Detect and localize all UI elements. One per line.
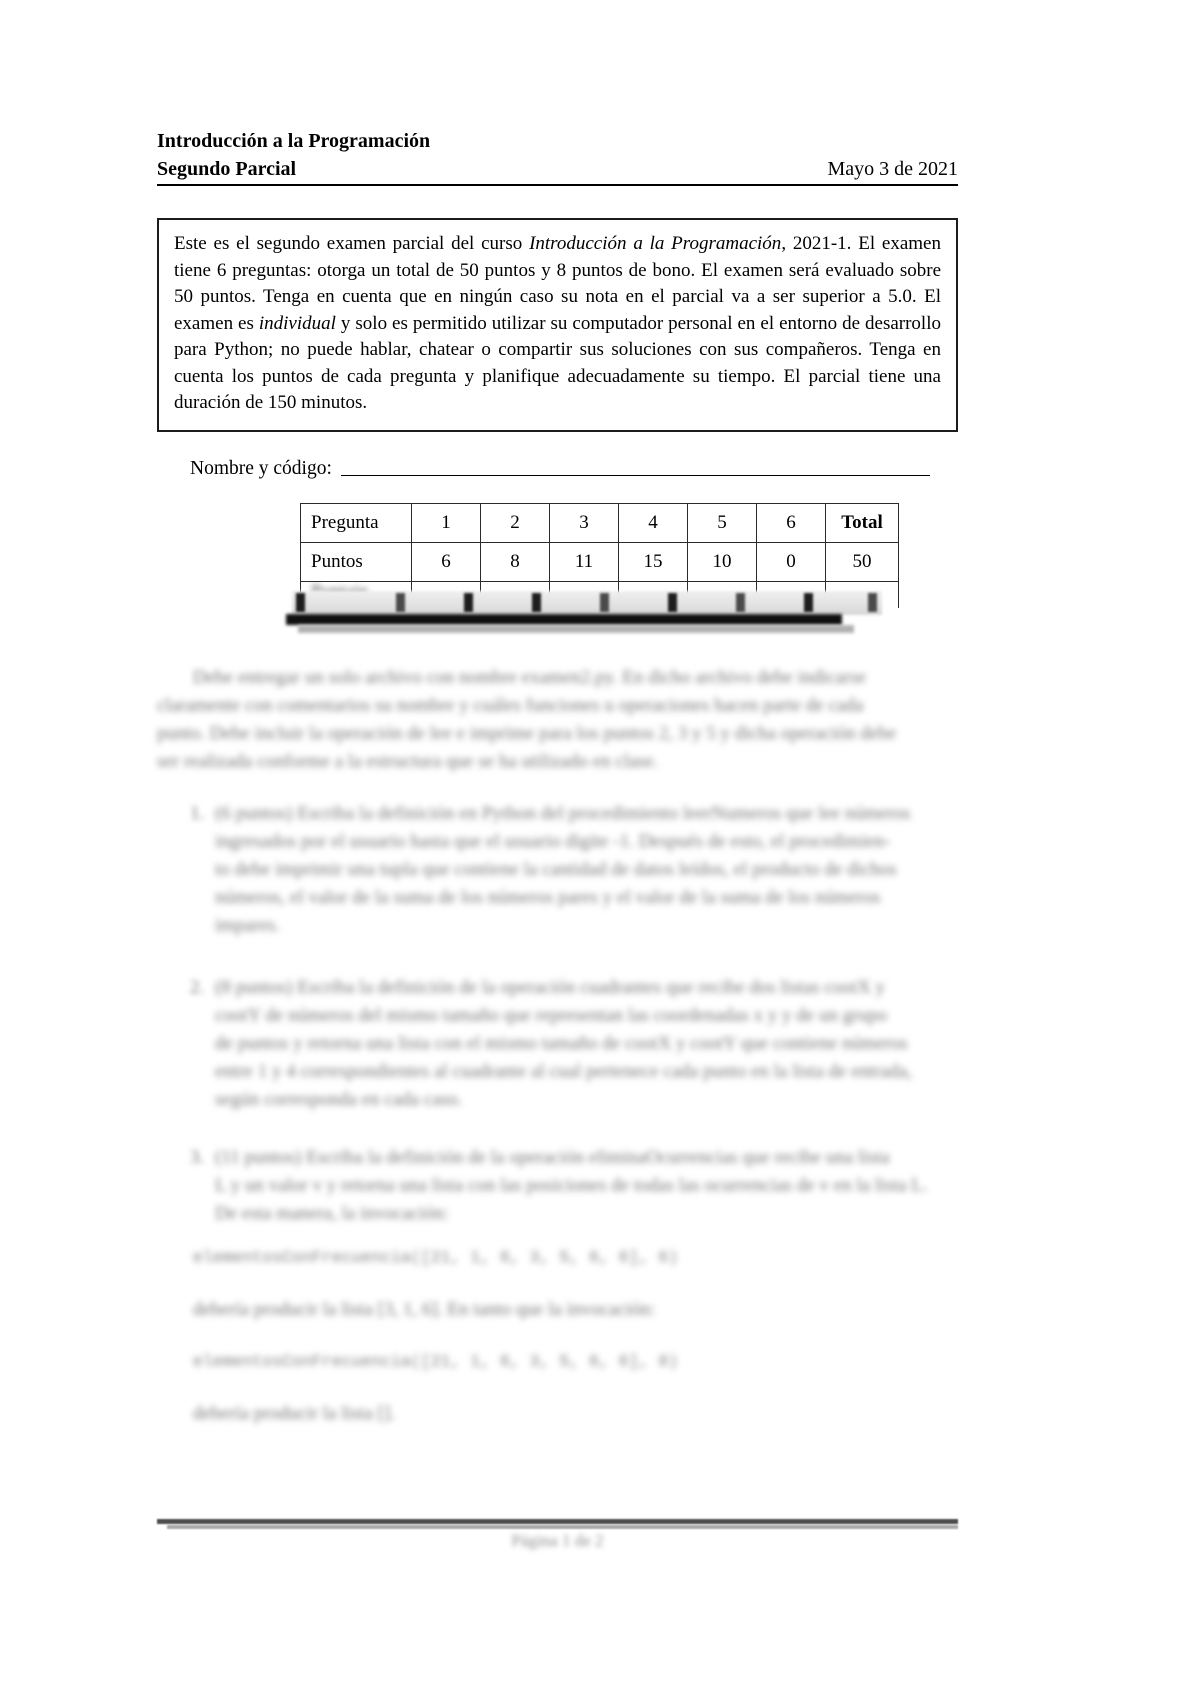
footer-rule-dark — [157, 1519, 958, 1524]
blur-tick — [600, 593, 609, 612]
blurred-intro-line: ser realizada conforme a la estructura que se ha utilizado en clase. — [157, 751, 659, 772]
instructions-text: Este es el segundo examen parcial del curso — [174, 233, 530, 254]
blurred-line: números, el valor de la suma de los números pares y el valor de la suma de los números — [215, 887, 881, 908]
header — [157, 130, 958, 186]
exam-title: Segundo Parcial — [157, 158, 297, 180]
name-fill-line — [341, 458, 930, 476]
blur-tick — [396, 593, 405, 612]
blurred-body — [157, 664, 958, 1428]
blur-tick — [668, 593, 677, 612]
blurred-line: según corresponda en cada caso. — [215, 1089, 463, 1110]
individual-italic: individual — [258, 312, 336, 334]
question-lines — [215, 974, 958, 1114]
blurred-line: impares. — [215, 915, 280, 936]
cell-points-total: 50 — [826, 543, 899, 582]
blur-tick — [804, 593, 813, 612]
blurred-line: de puntos y retorna una lista con el mismo tamaño de cootX y cootY que contiene números — [215, 1033, 908, 1054]
blurred-line: entre 1 y 4 correspondientes al cuadrante al cual pertenece cada punto en la lista de entrada, — [215, 1061, 912, 1082]
blurred-prose-line: debería producir la lista [3, 1, 6]. En tanto que la invocación: — [193, 1299, 656, 1320]
blurred-code-line: elementosConFrecuencia([21, 1, 6, 3, 5, 6, 6], 6) — [193, 1248, 679, 1267]
score-table-wrap — [300, 503, 883, 608]
table-bottom-shadow-bar — [298, 625, 854, 633]
question-number: 1. — [190, 803, 205, 824]
blurred-line: to debe imprimir una tupla que contiene la cantidad de datos leídos, el producto de dichos — [215, 859, 897, 880]
question-lines — [215, 1144, 958, 1228]
cell-q4: 4 — [619, 504, 688, 543]
question-number: 3. — [190, 1147, 205, 1168]
cell-points-4: 15 — [619, 543, 688, 582]
instructions-box — [157, 218, 958, 432]
cell-q1: 1 — [412, 504, 481, 543]
blurred-intro-line: punto. Debe incluir la operación de lee e imprime para los puntos 2, 3 y 5 y dicha operación debe — [157, 723, 897, 744]
blurred-question-1 — [157, 800, 958, 940]
instructions-text: , 2021-1. El examen tiene 6 preguntas: otorga un total de 50 puntos y 8 puntos de bono. El examen será evaluado sobre 50 puntos. Tenga en cuenta que en ningún caso su nota en el parcial va a ser superior a 5.0. El examen es — [174, 233, 941, 334]
blurred-code-line: elementosConFrecuencia([21, 1, 6, 3, 5, 6, 6], 8) — [193, 1352, 679, 1371]
blur-tick — [868, 593, 877, 612]
blur-tick — [296, 593, 305, 612]
blur-tick — [736, 593, 745, 612]
cell-points-5: 10 — [688, 543, 757, 582]
cell-pregunta: Pregunta — [301, 504, 412, 543]
cell-points-2: 8 — [481, 543, 550, 582]
blur-tick — [464, 593, 473, 612]
question-number: 2. — [190, 977, 205, 998]
cell-q2: 2 — [481, 504, 550, 543]
blurred-question-3 — [157, 1144, 958, 1228]
blur-tick — [532, 593, 541, 612]
table-row-header — [301, 504, 899, 543]
blurred-intro-line: Debe entregar un solo archivo con nombre examen2.py. En dicho archivo debe indicarse — [193, 667, 867, 688]
cell-q5: 5 — [688, 504, 757, 543]
instructions-text: y solo es permitido utilizar su computador personal en el entorno de desarrollo para Python; no puede hablar, chatear o compartir sus soluciones con sus compañeros. Tenga en cuenta los puntos de cada pregunta y planifique adecuadamente su tiempo. El parcial tiene una duración de 150 minutos. — [174, 312, 941, 413]
exam-date: Mayo 3 de 2021 — [827, 158, 958, 180]
blurred-line: (11 puntos) Escriba la definición de la operación eliminaOcurrencias que recibe una lista — [215, 1147, 890, 1168]
blurred-line: De esta manera, la invocación: — [215, 1203, 449, 1224]
header-second-line — [157, 158, 958, 181]
table-row-points — [301, 543, 899, 582]
cell-points-3: 11 — [550, 543, 619, 582]
blurred-prose-line: debería producir la lista []. — [193, 1403, 396, 1424]
cell-points-6: 0 — [757, 543, 826, 582]
table-bottom-blur-bar — [286, 614, 842, 625]
blurred-line: (6 puntos) Escriba la definición en Python del procedimiento leerNumeros que lee números — [215, 803, 911, 824]
blurred-question-2 — [157, 974, 958, 1114]
blurred-line: ingresados por el usuario hasta que el usuario digite -1. Después de esto, el procedimien- — [215, 831, 891, 852]
question-lines — [215, 800, 958, 940]
blurred-line: cootY de números del mismo tamaño que representan las coordenadas x y y de un grupo — [215, 1005, 888, 1026]
page-number-blurred: Página 1 de 2 — [511, 1531, 604, 1550]
name-code-label: Nombre y código: — [190, 458, 332, 479]
course-title: Introducción a la Programación — [157, 130, 431, 152]
table-blur-strip — [292, 591, 882, 615]
course-name-italic: Introducción a la Programación — [529, 233, 782, 254]
footer-rule-shadow — [167, 1525, 958, 1529]
cell-q6: 6 — [757, 504, 826, 543]
cell-puntos: Puntos — [301, 543, 412, 582]
blurred-line: L y un valor v y retorna una lista con las posiciones de todas las ocurrencias de v en la lista L. — [215, 1175, 928, 1196]
blurred-intro-line: claramente con comentarios su nombre y cuáles funciones u operaciones hacen parte de cada — [157, 695, 864, 716]
cell-points-1: 6 — [412, 543, 481, 582]
footer — [157, 1519, 958, 1551]
name-code-row — [190, 458, 930, 480]
blurred-line: (8 puntos) Escriba la definición de la operación cuadrantes que recibe dos listas cootX y — [215, 977, 886, 998]
header-rule — [157, 184, 958, 186]
cell-q3: 3 — [550, 504, 619, 543]
cell-total-header: Total — [826, 504, 899, 543]
